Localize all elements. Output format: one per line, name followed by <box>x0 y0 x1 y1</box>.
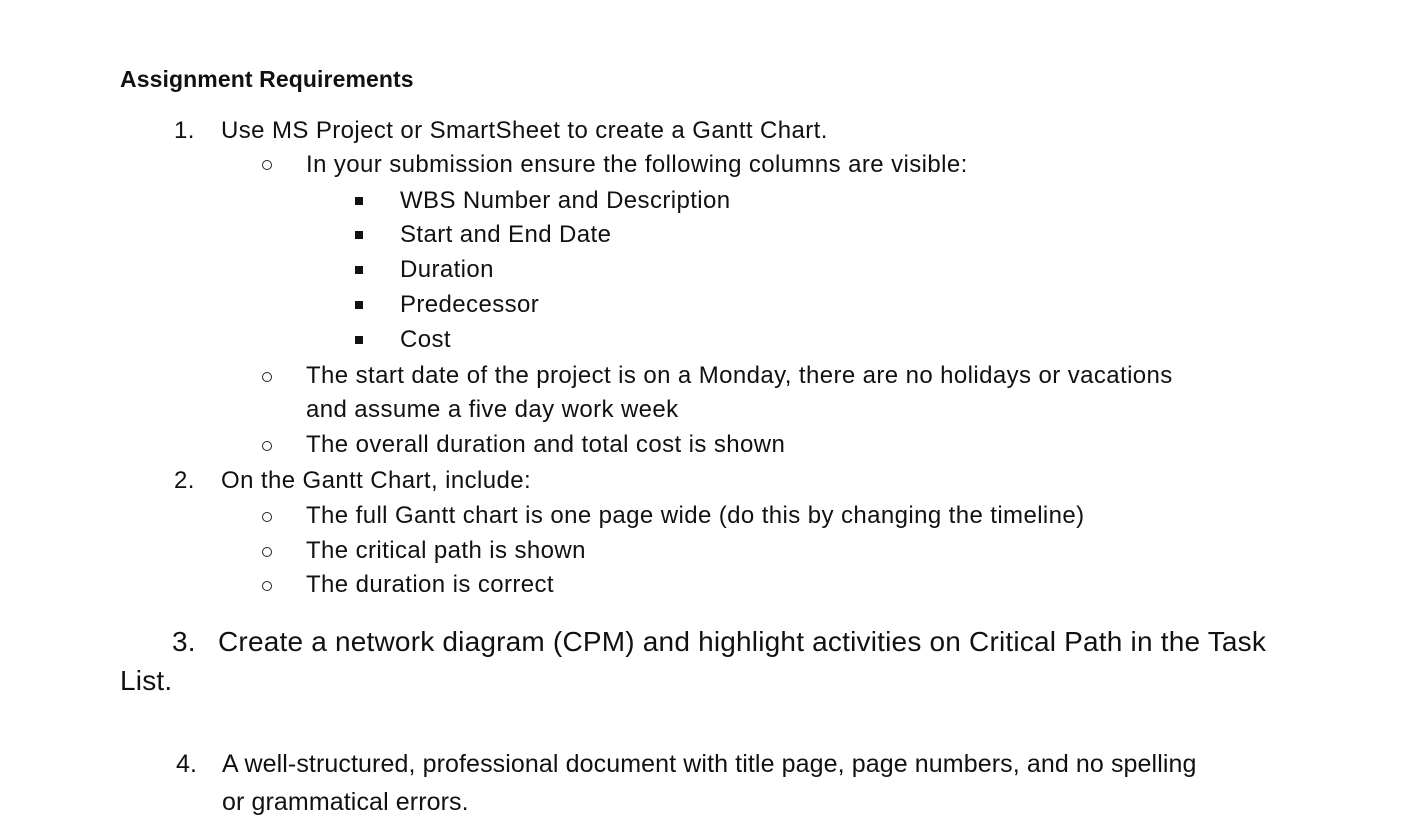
item-1-sub-2-line-2: and assume a five day work week <box>306 396 679 423</box>
square-bullet-icon <box>355 231 363 239</box>
item-2-text: On the Gantt Chart, include: <box>221 467 532 494</box>
square-bullet-icon <box>355 301 363 309</box>
bullet-predecessor: Predecessor <box>400 291 540 318</box>
circle-bullet-icon <box>262 441 272 451</box>
item-3-number: 3. <box>172 626 196 657</box>
item-1-sub-1-text: In your submission ensure the following columns are visible: <box>306 151 968 178</box>
item-1-sub-3-text: The overall duration and total cost is shown <box>306 431 786 458</box>
circle-bullet-icon <box>262 160 272 170</box>
item-3-line-1: Create a network diagram (CPM) and highlight activities on Critical Path in the Task <box>218 626 1267 657</box>
bullet-start-end-date: Start and End Date <box>400 221 612 248</box>
square-bullet-icon <box>355 197 363 205</box>
circle-bullet-icon <box>262 581 272 591</box>
circle-bullet-icon <box>262 372 272 382</box>
item-1-number: 1. <box>174 117 195 144</box>
item-1-text: Use MS Project or SmartSheet to create a Gantt Chart. <box>221 117 828 144</box>
item-2-sub-2-text: The critical path is shown <box>306 537 586 564</box>
item-2-number: 2. <box>174 467 195 494</box>
bullet-duration: Duration <box>400 256 494 283</box>
item-4-line-2: or grammatical errors. <box>222 788 469 816</box>
square-bullet-icon <box>355 266 363 274</box>
square-bullet-icon <box>355 336 363 344</box>
item-2-sub-1-text: The full Gantt chart is one page wide (do this by changing the timeline) <box>306 502 1085 529</box>
circle-bullet-icon <box>262 547 272 557</box>
bullet-wbs: WBS Number and Description <box>400 187 731 214</box>
item-4-line-1: A well-structured, professional document with title page, page numbers, and no spelling <box>222 750 1197 778</box>
item-2-sub-3-text: The duration is correct <box>306 571 554 598</box>
section-heading: Assignment Requirements <box>120 66 414 92</box>
item-4-number: 4. <box>176 750 198 778</box>
bullet-cost: Cost <box>400 326 451 353</box>
item-3-line-2: List. <box>120 665 173 696</box>
item-1-sub-2-line-1: The start date of the project is on a Monday, there are no holidays or vacations <box>306 362 1173 389</box>
circle-bullet-icon <box>262 512 272 522</box>
